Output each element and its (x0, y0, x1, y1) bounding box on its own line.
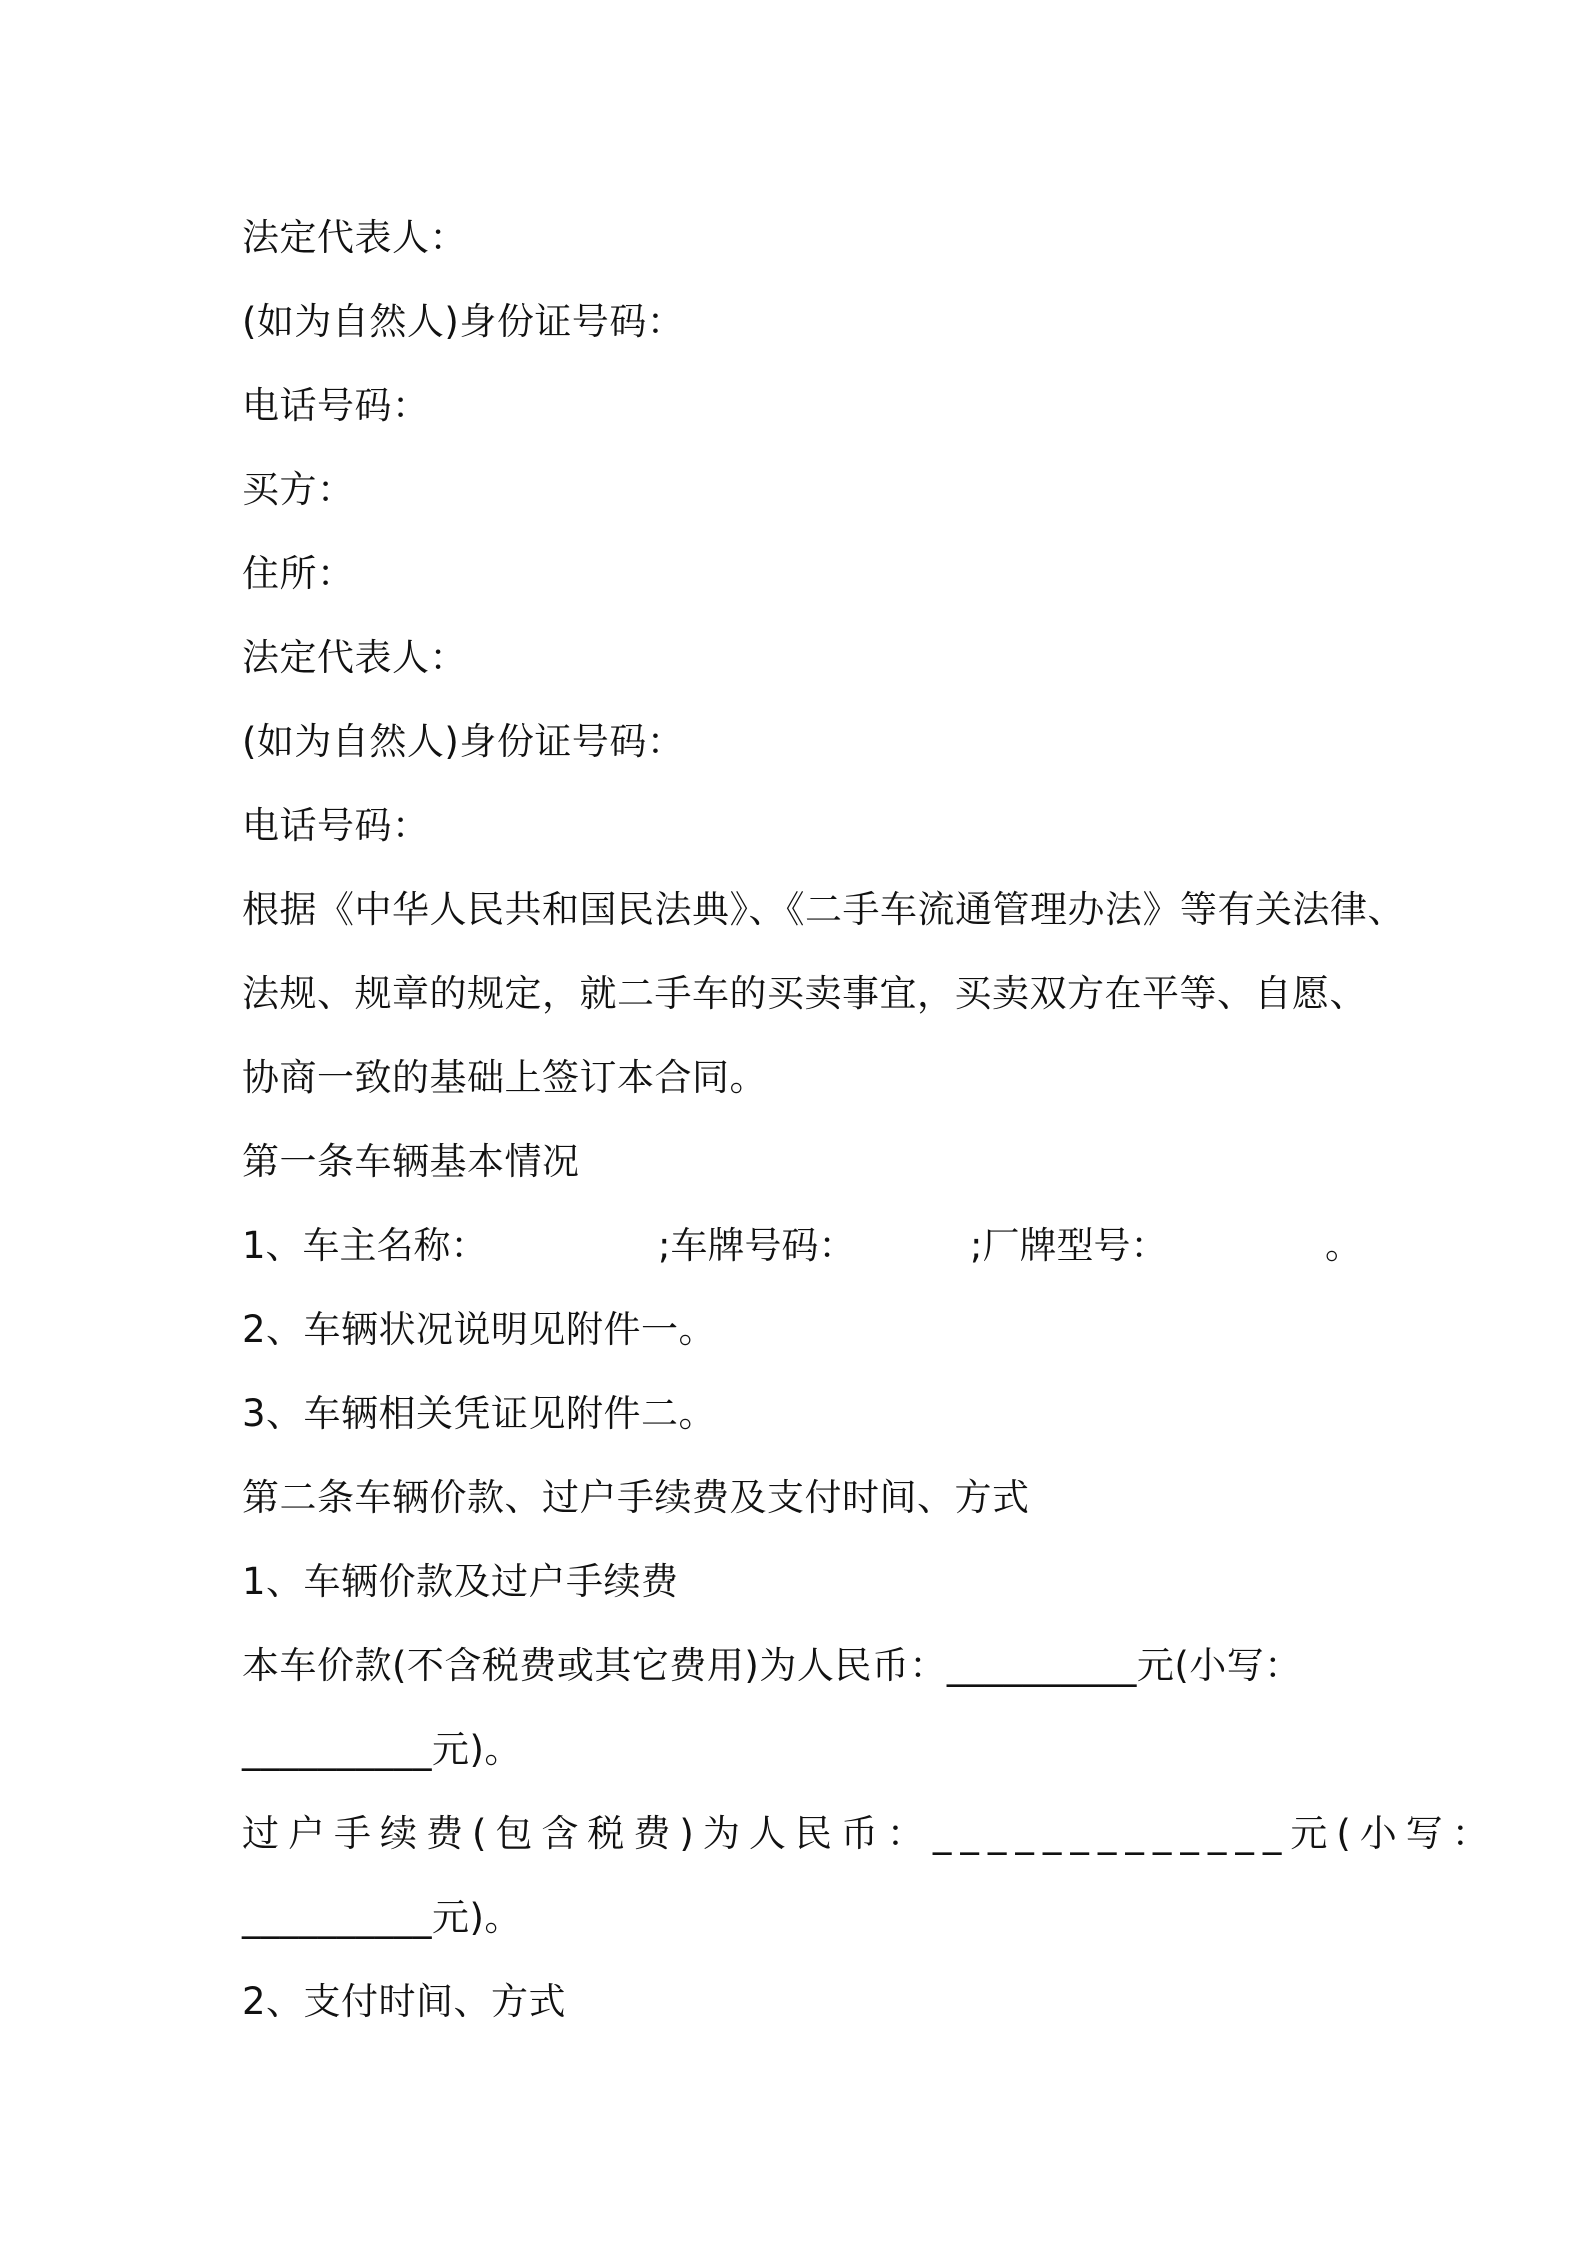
article-2-sub-2: 2、支付时间、方式 (242, 1980, 567, 2023)
brand-model-label: ;厂牌型号： (970, 1224, 1168, 1267)
vehicle-info-row (242, 1204, 1362, 1288)
transfer-fee-line-1: 过户手续费(包含税费)为人民币：_____________元(小写： (242, 1812, 1498, 1855)
owner-name-label: 1、车主名称： (242, 1224, 488, 1267)
article-1-title: 第一条车辆基本情况 (242, 1140, 580, 1183)
article-2-title: 第二条车辆价款、过户手续费及支付时间、方式 (242, 1476, 1030, 1519)
buyer-legal-rep-label: 法定代表人： (242, 636, 467, 679)
article-1-item-2: 2、车辆状况说明见附件一。 (242, 1308, 717, 1351)
preamble-line-2: 法规、规章的规定，就二手车的买卖事宜，买卖双方在平等、自愿、 (242, 972, 1367, 1015)
transfer-fee-line-2: __________元)。 (242, 1896, 522, 1939)
contract-body (242, 196, 1498, 2044)
buyer-phone-label: 电话号码： (242, 804, 430, 847)
preamble-line-1: 根据《中华人民共和国民法典》、《二手车流通管理办法》等有关法律、 (242, 888, 1405, 931)
buyer-id-number-label: (如为自然人)身份证号码： (242, 720, 685, 763)
article-2-sub-1: 1、车辆价款及过户手续费 (242, 1560, 679, 1603)
vehicle-info-end: 。 (1325, 1224, 1362, 1267)
buyer-address-label: 住所： (242, 552, 355, 595)
vehicle-price-line-1: 本车价款(不含税费或其它费用)为人民币：__________元(小写： (242, 1644, 1302, 1687)
seller-phone-label: 电话号码： (242, 384, 430, 427)
seller-id-number-label: (如为自然人)身份证号码： (242, 300, 685, 343)
seller-legal-rep-label: 法定代表人： (242, 216, 467, 259)
article-1-item-3: 3、车辆相关凭证见附件二。 (242, 1392, 717, 1435)
vehicle-price-line-2: __________元)。 (242, 1728, 522, 1771)
plate-number-label: ;车牌号码： (658, 1224, 856, 1267)
preamble-line-3: 协商一致的基础上签订本合同。 (242, 1056, 767, 1099)
buyer-label: 买方： (242, 468, 355, 511)
